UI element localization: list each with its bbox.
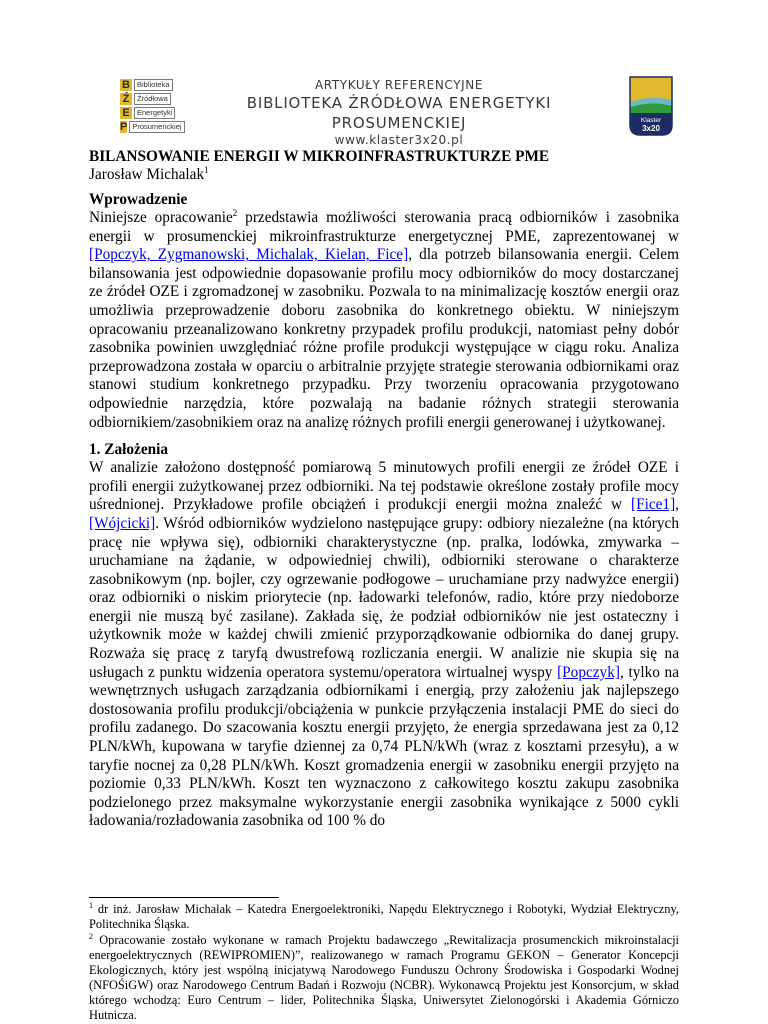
section1-text-b: . Wśród odbiorników wydzielono następujące grupy: odbiory niezależne (na których pracę nie wpływa się), odbiorniki charakterystyczne (np. pralka, lodówka, zmywarka – uruchamiane na żądanie, w odpowiedniej chwili), odbiorniki sterowane o charakterze zasobnikowym (np. bojler, czy ogrzewanie podłogowe – uruchamiane przy nadwyżce energii) oraz odbiorniki o niskim priorytecie (np. ładowarki telefonów, radio, które przy niedoborze energii nie muszą być zasilane). Zakłada się, że podział odbiorników nie jest ostateczny i użytkownik może w każdej chwili zmienić przyporządkowanie odbiornika do danej grupy. Rozważa się pracę z taryfą dwustrefową rozliczania energii. W analizie nie skupia się na usługach z punktu widzenia operatora systemu/operatora wirtualnej wyspy (89, 514, 679, 681)
section1-text-a: W analizie założono dostępność pomiarową 5 minutowych profili energii ze źródeł OZE i profili energii zużytkowanej przez odbiorniki. Na tej podstawie określone zostały profile mocy uśrednionej. Przykładowe profile obciążeń i produkcji energii można znaleźć w (89, 459, 679, 514)
intro-heading: Wprowadzenie (89, 191, 188, 208)
bzep-row (120, 92, 180, 105)
logo-klaster-text: Klaster (640, 117, 662, 124)
footnote-separator (89, 897, 279, 898)
intro-text-mid: przedstawia możliwości sterowania pracą odbiorników i zasobnika energii w prosumenckiej mikroinfrastrukturze energetycznej PME, zaprezentowanej w (89, 209, 680, 245)
document-body (89, 148, 679, 831)
bzep-word: Prosumenckiej (129, 121, 184, 133)
banner-series-title: ARTYKUŁY REFERENCYJNE (314, 78, 484, 92)
footnote-number: 2 (89, 932, 93, 941)
header-banner (120, 75, 676, 147)
intro-paragraph (89, 209, 679, 432)
footnote-text: dr inż. Jarosław Michalak – Katedra Energoelektroniki, Napędu Elektrycznego i Robotyki, Wydział Elektryczny, Politechnika Śląska. (89, 902, 679, 931)
footnote-ref-1[interactable]: 1 (204, 165, 209, 175)
author-name: Jarosław Michalak (89, 166, 205, 183)
bzep-row (120, 120, 180, 133)
banner-library-title: BIBLIOTEKA ŹRÓDŁOWA ENERGETYKI PROSUMENCKIEJ (246, 94, 552, 132)
banner-text (182, 78, 616, 148)
author-line (89, 166, 679, 184)
intro-text-start: Niniejsze opracowanie (89, 209, 233, 226)
bzep-letter: P (120, 120, 128, 133)
ref-link-wojcicki[interactable]: [Wójcicki] (89, 514, 156, 532)
footnote-text: Opracowanie zostało wykonane w ramach Projektu badawczego „Rewitalizacja prosumenckich mikroinstalacji energoelektrycznych (REWIPROMIEN)”, realizowanego w ramach Programu GEKON – Generator Koncepcji Ekologicznych, który jest wspólną inicjatywą Narodowego Funduszu Ochrony Środowiska i Gospodarki Wodnej (NFOŚiGW) oraz Narodowego Centrum Badań i Rozwoju (NCBR). Wykonawcą Projektu jest Konsorcjum, w skład którego wchodzą: Euro Centrum – lider, Politechnika Śląska, Uniwersytet Zielonogórski i Akademia Górniczo Hutnicza. (89, 933, 679, 1022)
ref-link-popczyk-et-al[interactable]: [Popczyk, Zygmanowski, Michalak, Kielan, Fice] (89, 246, 409, 264)
bzep-letter: E (120, 107, 132, 119)
banner-website[interactable]: www.klaster3x20.pl (334, 133, 464, 147)
document-title: BILANSOWANIE ENERGII W MIKROINFRASTRUKTURZE PME (89, 148, 550, 165)
bzep-word: Źródłowa (134, 93, 171, 105)
ref-separator: , (675, 496, 679, 514)
section1-text-c: , tylko na wewnętrznych usługach zarządzania odbiornikami i energią, przy założeniu jak najlepszego dostosowania profilu produkcji/obciążenia w punkcie przyłączenia instalacji PME do sieci do profilu zadanego. Do szacowania kosztu energii przyjęto, że energia sprzedawana jest za 0,12 PLN/kWh, kupowana w taryfie dziennej za 0,74 PLN/kWh (wraz z kosztami przesyłu), a w taryfie nocnej za 0,28 PLN/kWh. Koszt gromadzenia energii w zasobniku energii przyjęto na poziomie 0,33 PLN/kWh. Koszt ten wyznaczono z całkowitego kosztu zakupu zasobnika podzielonego przez maksymalne wykorzystanie energii zasobnika wynikające z 5000 cykli ładowania/rozładowania zasobnika od 100 % do (89, 663, 679, 830)
bzep-row (120, 78, 180, 91)
footnote-number: 1 (89, 901, 93, 910)
footnote-1 (89, 902, 679, 932)
footnote-ref-2[interactable]: 2 (232, 208, 238, 218)
bzep-logo (120, 78, 180, 134)
logo-number-text: 3x20 (642, 124, 660, 133)
footnotes (89, 897, 679, 1024)
section1-paragraph (89, 459, 679, 831)
bzep-letter: Ź (120, 93, 132, 105)
bzep-letter: B (120, 79, 132, 91)
intro-text-end: , dla potrzeb bilansowania energii. Celem bilansowania jest odpowiednie dopasowanie profilu mocy odbiorników do mocy dostarczanej ze źródeł OZE i zgromadzonej w zasobniku. Pozwala to na minimalizację kosztów energii oraz umożliwia przeprowadzenie doboru zasobnika do konkretnego obiektu. W niniejszym opracowaniu przeanalizowano konkretny przypadek profilu produkcji, natomiast pełny dobór zasobnika powinien uwzględniać różne profile produkcji występujące w ciągu roku. Analiza przeprowadzona została w oparciu o arbitralnie przyjęte strategie sterowania odbiornikami oraz stanowi studium konkretnego przypadku. Przy tworzeniu opracowania przygotowano odpowiednie narzędzia, które pozwalają na badanie różnych strategii sterowania odbiornikiem/zasobnikiem oraz na analizę różnych profili energii generowanej i użytkowanej. (89, 246, 679, 431)
bzep-row (120, 106, 180, 119)
klaster-3x20-logo (626, 75, 676, 137)
ref-link-fice1[interactable]: [Fice1] (630, 496, 676, 514)
ref-link-popczyk[interactable]: [Popczyk] (557, 663, 620, 681)
bzep-word: Biblioteka (134, 79, 173, 91)
footnote-2 (89, 933, 679, 1023)
bzep-word: Energetyki (134, 107, 175, 119)
section1-heading: 1. Założenia (89, 441, 169, 459)
